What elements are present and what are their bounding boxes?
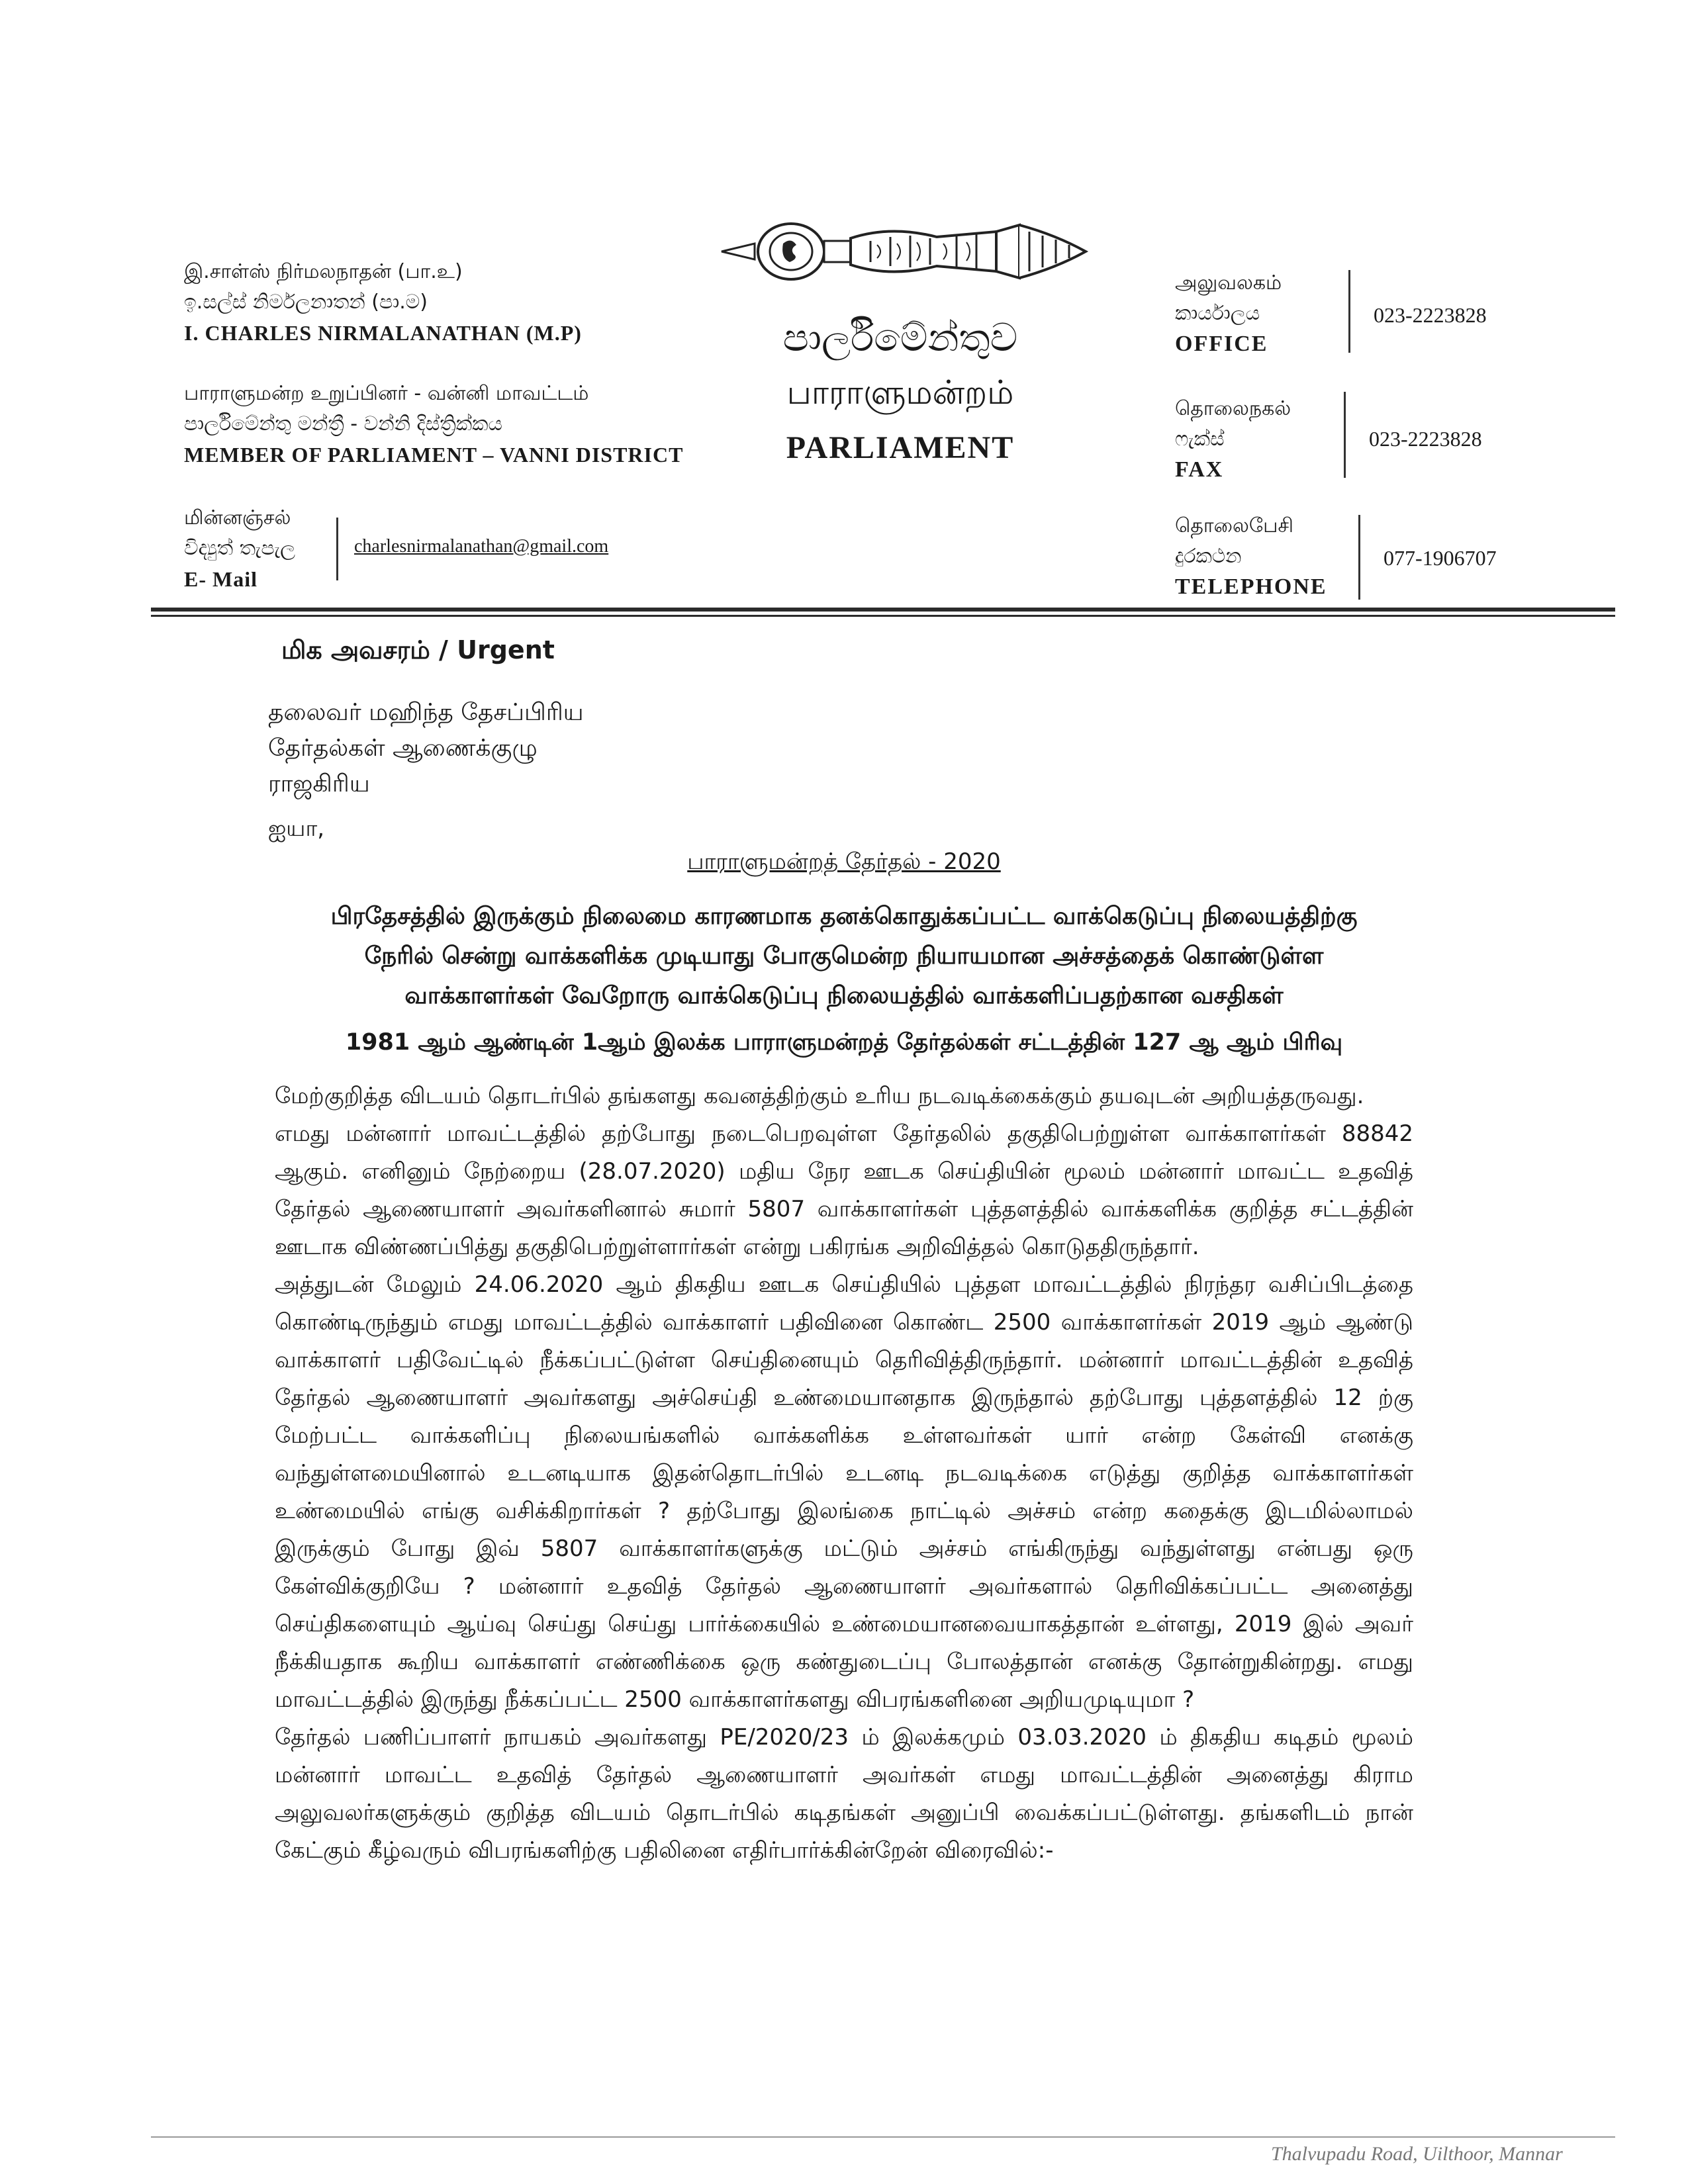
- parliament-title-tamil: பாராளுமன்றம்: [786, 373, 1014, 412]
- parliament-title-english: PARLIAMENT: [786, 430, 1015, 465]
- letter-body: [275, 1077, 1413, 1870]
- fax-label-tamil: தொலைநகல்: [1175, 397, 1291, 420]
- recipient-line-3: ராஜகிரிய: [268, 770, 370, 797]
- header-rule-thin: [151, 615, 1615, 617]
- telephone-label-sinhala: දුරකථන: [1175, 545, 1242, 568]
- telephone-brace: [1350, 515, 1360, 600]
- office-brace: [1340, 270, 1350, 353]
- paragraph-4: தேர்தல் பணிப்பாளர் நாயகம் அவர்களது PE/2020/23 ம் இலக்கமும் 03.03.2020 ம் திகதிய கடிதம் மூலம் மன்னார் மாவட்ட உதவித் தேர்தல் ஆணையாளர் அவர்கள் எமது மாவட்டத்தின் அனைத்து கிராம அலுவலர்களுக்கும் குறித்த விடயம் தொடர்பில் கடிதங்கள் அனுப்பி வைக்கப்பட்டுள்ளது. தங்களிடம் நான் கேட்கும் கீழ்வரும் விபரங்களிற்கு பதிலினை எதிர்பார்க்கின்றேன் விரைவில்:-: [275, 1724, 1413, 1864]
- mp-role-english: MEMBER OF PARLIAMENT – VANNI DISTRICT: [184, 443, 684, 467]
- office-number[interactable]: 023-2223828: [1374, 303, 1487, 327]
- header-rule: [151, 608, 1615, 612]
- paragraph-3: அத்துடன் மேலும் 24.06.2020 ஆம் திகதிய ஊடக செய்தியில் புத்தள மாவட்டத்தில் நிரந்தர வசிப்பிடத்தை கொண்டிருந்தும் எமது மாவட்டத்தில் வாக்காளர் பதிவினை கொண்ட 2500 வாக்காளர்கள் 2019 ஆம் ஆண்டு வாக்காளர் பதிவேட்டில் நீக்கப்பட்டுள்ள செய்தினையும் தெரிவித்திருந்தார். மன்னார் மாவட்டத்தின் உதவித் தேர்தல் ஆணையாளர் அவர்களது அச்செய்தி உண்மையானதாக இருந்தால் தற்போது புத்தளத்தில் 12 ற்கு மேற்பட்ட வாக்களிப்பு நிலையங்களில் வாக்களிக்க உள்ளவர்கள் யார் என்ற கேள்வி எனக்கு வந்துள்ளமையினால் உடனடியாக இதன்தொடர்பில் உடனடி நடவடிக்கை எடுத்து குறித்த வாக்காளர்கள் உண்மையில் எங்கு வசிக்கிறார்கள் ? தற்போது இலங்கை நாட்டில் அச்சம் என்ற கதைக்கு இடமில்லாமல் இருக்கும் போது இவ் 5807 வாக்காளர்களுக்கு மட்டும் அச்சம் எங்கிருந்து வந்துள்ளது என்பது ஒரு கேள்விக்குறியே ? மன்னார் உதவித் தேர்தல் ஆணையாளர் அவர்களால் தெரிவிக்கப்பட்ட அனைத்து செய்திகளையும் ஆய்வு செய்து செய்து பார்க்கையில் உண்மையானவையாகத்தான் உள்ளது, 2019 இல் அவர் நீக்கியதாக கூறிய வாக்காளர் எண்ணிக்கை ஒரு கண்துடைப்பு போலத்தான் எனக்கு தோன்றுகின்றது. எமது மாவட்டத்தில் இருந்து நீக்கப்பட்ட 2500 வாக்காளர்களது விபரங்களினை அறியமுடியுமா ?: [275, 1271, 1413, 1713]
- mp-name-sinhala: ඉ.සල්ස් නිර්මලනාතන් (පා.ම): [184, 291, 428, 314]
- paragraph-2: எமது மன்னார் மாவட்டத்தில் தற்போது நடைபெறவுள்ள தேர்தலில் தகுதிபெற்றுள்ள வாக்காளர்கள் 88842 ஆகும். எனினும் நேற்றைய (28.07.2020) மதிய நேர ஊடக செய்தியின் மூலம் மன்னார் மாவட்ட உதவித் தேர்தல் ஆணையாளர் அவர்களினால் சுமார் 5807 வாக்காளர்கள் புத்தளத்தில் வாக்களிக்க குறித்த சட்டத்தின் ஊடாக விண்ணப்பித்து தகுதிபெற்றுள்ளார்கள் என்று பகிரங்க அறிவித்தல் கொடுததிருந்தார்.: [275, 1120, 1413, 1260]
- subject-line-3: வாக்காளர்கள் வேறோரு வாக்கெடுப்பு நிலையத்தில் வாக்களிப்பதற்கான வசதிகள்: [404, 982, 1284, 1009]
- subject-line-2: நேரில் சென்று வாக்களிக்க முடியாது போகுமென்ற நியாயமான அச்சத்தைக் கொண்டுள்ள: [364, 942, 1324, 970]
- subject-heading: [218, 897, 1470, 1016]
- fax-brace: [1336, 392, 1346, 478]
- fax-number[interactable]: 023-2223828: [1369, 427, 1482, 451]
- recipient-line-1: தலைவர் மஹிந்த தேசப்பிரிய: [268, 699, 584, 726]
- mp-role-sinhala: පාර්ලිමේන්තු මන්ත්‍රී - වන්නි දිස්ත්‍රික්කය: [184, 412, 502, 435]
- email-address[interactable]: charlesnirmalanathan@gmail.com: [354, 536, 609, 557]
- parliament-title-sinhala: පාර්ලිමේන්තුව: [782, 315, 1018, 360]
- email-brace: [330, 518, 338, 580]
- recipient-line-2: தேர்தல்கள் ஆணைக்குழு: [268, 735, 538, 762]
- urgent-label: மிக அவசரம் / Urgent: [281, 635, 555, 664]
- recipient-address: [268, 695, 584, 802]
- fax-label-sinhala: ෆැක්ස්: [1175, 428, 1225, 451]
- mp-name-tamil: இ.சாள்ஸ் நிர்மலநாதன் (பா.உ): [184, 260, 463, 283]
- parliament-mace-emblem-icon: [718, 212, 1102, 291]
- office-label-sinhala: කාර්යාලය: [1175, 302, 1260, 325]
- telephone-label-english: TELEPHONE: [1175, 574, 1327, 599]
- salutation: ஐயா,: [268, 815, 325, 842]
- office-label-english: OFFICE: [1175, 332, 1268, 356]
- office-label-tamil: அலுவலகம்: [1175, 271, 1282, 295]
- email-label-sinhala: විද්‍යුත් තැපැල: [184, 537, 295, 560]
- email-label-block: [184, 503, 295, 594]
- mp-role-tamil: பாராளுமன்ற உறுப்பினர் - வன்னி மாவட்டம்: [184, 382, 589, 405]
- subject-line-1: பிரதேசத்தில் இருக்கும் நிலைமை காரணமாக தனக்கொதுக்கப்பட்ட வாக்கெடுப்பு நிலையத்திற்கு: [330, 903, 1358, 930]
- paragraph-1: மேற்குறித்த விடயம் தொடர்பில் தங்களது கவனத்திற்கும் உரிய நடவடிக்கைக்கும் தயவுடன் அறியத்தருவது.: [275, 1083, 1364, 1109]
- subject-title: பாராளுமன்றத் தேர்தல் - 2020: [687, 848, 1001, 875]
- fax-label-english: FAX: [1175, 457, 1224, 482]
- footer-rule: [151, 2136, 1615, 2138]
- footer-address-fragment: Thalvupadu Road, Uilthoor, Mannar: [1271, 2143, 1563, 2165]
- mp-identity-block: [184, 257, 683, 470]
- email-label-english: E- Mail: [184, 567, 258, 591]
- email-label-tamil: மின்னஞ்சல்: [184, 506, 291, 529]
- telephone-label-block: [1175, 511, 1327, 602]
- act-reference: 1981 ஆம் ஆண்டின் 1ஆம் இலக்க பாராளுமன்றத் தேர்தல்கள் சட்டத்தின் 127 ஆ ஆம் பிரிவு: [345, 1029, 1343, 1056]
- telephone-label-tamil: தொலைபேசி: [1175, 514, 1293, 537]
- mp-name-english: I. CHARLES NIRMALANATHAN (M.P): [184, 321, 582, 345]
- fax-label-block: [1175, 394, 1291, 485]
- office-label-block: [1175, 268, 1282, 359]
- telephone-number[interactable]: 077-1906707: [1383, 546, 1497, 570]
